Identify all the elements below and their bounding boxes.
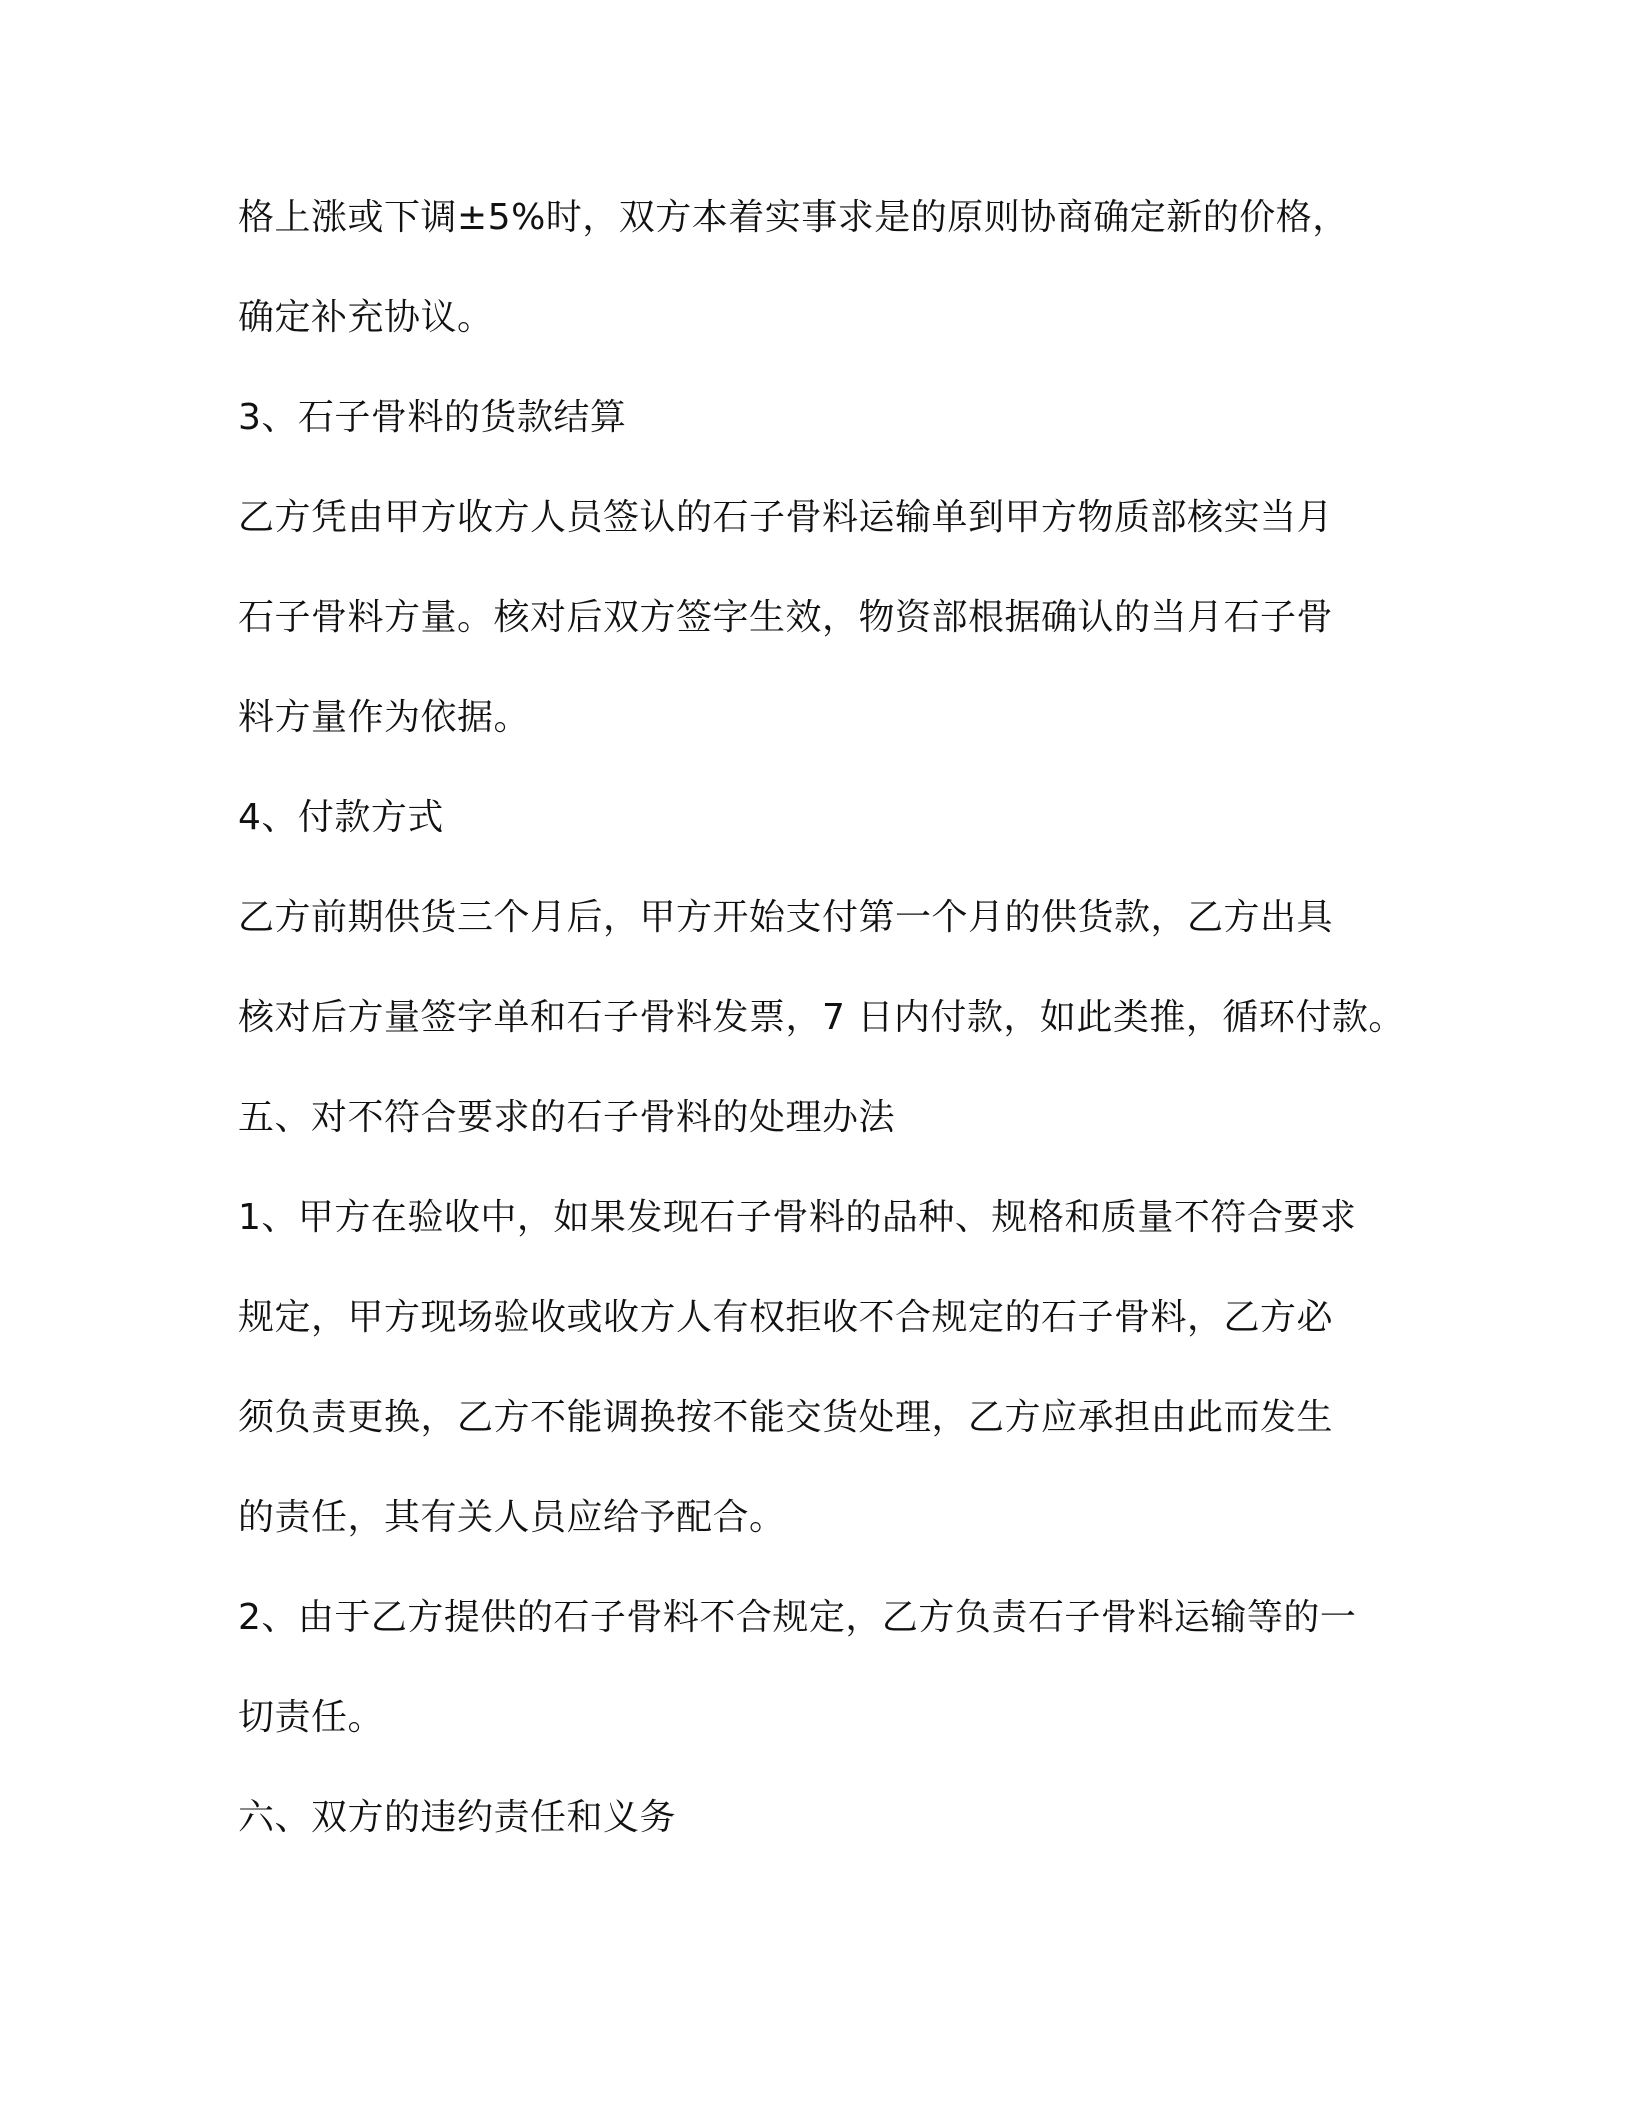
text-line: 规定，甲方现场验收或收方人有权拒收不合规定的石子骨料，乙方必: [238, 1297, 1334, 1338]
text-line: 核对后方量签字单和石子骨料发票，7 日内付款，如此类推，循环付款。: [238, 997, 1405, 1038]
text-line: 格上涨或下调±5%时，双方本着实事求是的原则协商确定新的价格，: [238, 197, 1349, 238]
text-line: 切责任。: [238, 1697, 385, 1738]
text-line: 乙方前期供货三个月后，甲方开始支付第一个月的供货款，乙方出具: [238, 897, 1334, 938]
section-heading: 4、付款方式: [238, 797, 444, 838]
text-line: 料方量作为依据。: [238, 697, 531, 738]
text-line: 乙方凭由甲方收方人员签认的石子骨料运输单到甲方物质部核实当月: [238, 497, 1334, 538]
section-heading: 3、石子骨料的货款结算: [238, 397, 627, 438]
text-line: 确定补充协议。: [238, 297, 494, 338]
text-line: 1、甲方在验收中，如果发现石子骨料的品种、规格和质量不符合要求: [238, 1197, 1357, 1238]
text-line: 的责任，其有关人员应给予配合。: [238, 1497, 786, 1538]
text-line: 2、由于乙方提供的石子骨料不合规定，乙方负责石子骨料运输等的一: [238, 1597, 1357, 1638]
text-line: 石子骨料方量。核对后双方签字生效，物资部根据确认的当月石子骨: [238, 597, 1334, 638]
section-heading: 六、双方的违约责任和义务: [238, 1797, 677, 1838]
section-heading: 五、对不符合要求的石子骨料的处理办法: [238, 1097, 896, 1138]
text-line: 须负责更换，乙方不能调换按不能交货处理，乙方应承担由此而发生: [238, 1397, 1334, 1438]
